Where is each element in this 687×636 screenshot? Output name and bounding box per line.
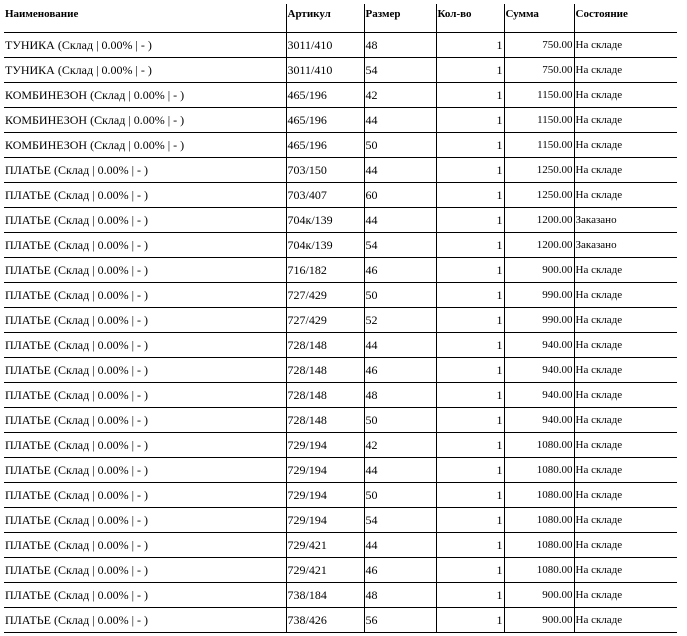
cell-sum: 750.00	[504, 58, 574, 83]
cell-name: ПЛАТЬЕ (Склад | 0.00% | - )	[4, 283, 286, 308]
cell-status: На складе	[574, 183, 677, 208]
cell-quantity: 1	[436, 158, 504, 183]
cell-status: Заказано	[574, 233, 677, 258]
cell-name: КОМБИНЕЗОН (Склад | 0.00% | - )	[4, 133, 286, 158]
cell-article: 727/429	[286, 308, 364, 333]
cell-status: На складе	[574, 33, 677, 58]
cell-size: 54	[364, 233, 436, 258]
cell-article: 704к/139	[286, 233, 364, 258]
cell-size: 54	[364, 508, 436, 533]
cell-quantity: 1	[436, 283, 504, 308]
table-row	[4, 283, 677, 308]
cell-quantity: 1	[436, 558, 504, 583]
table-row	[4, 58, 677, 83]
cell-name: ПЛАТЬЕ (Склад | 0.00% | - )	[4, 558, 286, 583]
cell-quantity: 1	[436, 408, 504, 433]
cell-status: На складе	[574, 283, 677, 308]
table-row	[4, 483, 677, 508]
cell-status: На складе	[574, 158, 677, 183]
cell-quantity: 1	[436, 358, 504, 383]
cell-name: ПЛАТЬЕ (Склад | 0.00% | - )	[4, 433, 286, 458]
cell-size: 46	[364, 258, 436, 283]
table-row	[4, 608, 677, 633]
cell-status: На складе	[574, 358, 677, 383]
cell-quantity: 1	[436, 58, 504, 83]
cell-size: 44	[364, 208, 436, 233]
cell-article: 465/196	[286, 83, 364, 108]
cell-sum: 900.00	[504, 608, 574, 633]
table-row	[4, 108, 677, 133]
cell-article: 738/184	[286, 583, 364, 608]
cell-status: На складе	[574, 508, 677, 533]
header-row	[4, 4, 677, 33]
cell-quantity: 1	[436, 483, 504, 508]
cell-size: 48	[364, 33, 436, 58]
cell-status: На складе	[574, 458, 677, 483]
cell-quantity: 1	[436, 433, 504, 458]
cell-name: ПЛАТЬЕ (Склад | 0.00% | - )	[4, 483, 286, 508]
cell-sum: 1250.00	[504, 158, 574, 183]
cell-sum: 1080.00	[504, 433, 574, 458]
cell-article: 729/194	[286, 508, 364, 533]
table-row	[4, 333, 677, 358]
table-row	[4, 183, 677, 208]
cell-name: ПЛАТЬЕ (Склад | 0.00% | - )	[4, 458, 286, 483]
cell-size: 42	[364, 433, 436, 458]
cell-article: 729/421	[286, 558, 364, 583]
order-items-table	[4, 4, 677, 633]
cell-article: 727/429	[286, 283, 364, 308]
cell-quantity: 1	[436, 608, 504, 633]
cell-name: ПЛАТЬЕ (Склад | 0.00% | - )	[4, 533, 286, 558]
table-row	[4, 433, 677, 458]
cell-quantity: 1	[436, 383, 504, 408]
cell-size: 44	[364, 458, 436, 483]
table-row	[4, 358, 677, 383]
cell-quantity: 1	[436, 533, 504, 558]
cell-article: 729/194	[286, 483, 364, 508]
cell-quantity: 1	[436, 508, 504, 533]
cell-name: ПЛАТЬЕ (Склад | 0.00% | - )	[4, 508, 286, 533]
header-status: Состояние	[574, 4, 677, 33]
cell-status: На складе	[574, 383, 677, 408]
header-article: Артикул	[286, 4, 364, 33]
cell-quantity: 1	[436, 233, 504, 258]
table-row	[4, 258, 677, 283]
cell-status: На складе	[574, 483, 677, 508]
cell-name: ПЛАТЬЕ (Склад | 0.00% | - )	[4, 308, 286, 333]
cell-status: На складе	[574, 258, 677, 283]
header-name: Наименование	[4, 4, 286, 33]
cell-name: ПЛАТЬЕ (Склад | 0.00% | - )	[4, 258, 286, 283]
cell-name: КОМБИНЕЗОН (Склад | 0.00% | - )	[4, 108, 286, 133]
cell-sum: 940.00	[504, 408, 574, 433]
cell-size: 46	[364, 358, 436, 383]
cell-name: ПЛАТЬЕ (Склад | 0.00% | - )	[4, 183, 286, 208]
cell-name: ПЛАТЬЕ (Склад | 0.00% | - )	[4, 583, 286, 608]
cell-status: На складе	[574, 533, 677, 558]
cell-size: 50	[364, 483, 436, 508]
cell-status: На складе	[574, 108, 677, 133]
cell-size: 46	[364, 558, 436, 583]
cell-name: ПЛАТЬЕ (Склад | 0.00% | - )	[4, 383, 286, 408]
cell-name: ТУНИКА (Склад | 0.00% | - )	[4, 58, 286, 83]
cell-article: 465/196	[286, 133, 364, 158]
cell-article: 728/148	[286, 383, 364, 408]
cell-name: ПЛАТЬЕ (Склад | 0.00% | - )	[4, 333, 286, 358]
cell-quantity: 1	[436, 183, 504, 208]
cell-name: ПЛАТЬЕ (Склад | 0.00% | - )	[4, 208, 286, 233]
cell-status: На складе	[574, 333, 677, 358]
cell-sum: 750.00	[504, 33, 574, 58]
cell-status: На складе	[574, 608, 677, 633]
cell-sum: 900.00	[504, 258, 574, 283]
cell-size: 60	[364, 183, 436, 208]
cell-quantity: 1	[436, 583, 504, 608]
cell-article: 3011/410	[286, 58, 364, 83]
cell-status: На складе	[574, 58, 677, 83]
cell-size: 52	[364, 308, 436, 333]
table-row	[4, 508, 677, 533]
table-row	[4, 583, 677, 608]
table-row	[4, 408, 677, 433]
table-row	[4, 158, 677, 183]
cell-name: КОМБИНЕЗОН (Склад | 0.00% | - )	[4, 83, 286, 108]
cell-status: На складе	[574, 433, 677, 458]
cell-sum: 940.00	[504, 333, 574, 358]
cell-size: 44	[364, 108, 436, 133]
table-row	[4, 33, 677, 58]
cell-sum: 1200.00	[504, 208, 574, 233]
cell-article: 728/148	[286, 408, 364, 433]
cell-quantity: 1	[436, 108, 504, 133]
cell-article: 3011/410	[286, 33, 364, 58]
cell-article: 704к/139	[286, 208, 364, 233]
cell-article: 728/148	[286, 333, 364, 358]
table-body	[4, 33, 677, 633]
cell-status: На складе	[574, 308, 677, 333]
cell-size: 50	[364, 408, 436, 433]
cell-name: ПЛАТЬЕ (Склад | 0.00% | - )	[4, 233, 286, 258]
cell-size: 50	[364, 133, 436, 158]
cell-article: 729/194	[286, 433, 364, 458]
header-size: Размер	[364, 4, 436, 33]
table-row	[4, 308, 677, 333]
cell-quantity: 1	[436, 83, 504, 108]
cell-sum: 1080.00	[504, 458, 574, 483]
cell-quantity: 1	[436, 308, 504, 333]
cell-status: На складе	[574, 558, 677, 583]
cell-article: 738/426	[286, 608, 364, 633]
cell-sum: 1200.00	[504, 233, 574, 258]
cell-quantity: 1	[436, 333, 504, 358]
table-row	[4, 233, 677, 258]
header-quantity: Кол-во	[436, 4, 504, 33]
cell-status: На складе	[574, 583, 677, 608]
cell-quantity: 1	[436, 208, 504, 233]
cell-sum: 1150.00	[504, 133, 574, 158]
cell-article: 465/196	[286, 108, 364, 133]
cell-status: Заказано	[574, 208, 677, 233]
header-sum: Сумма	[504, 4, 574, 33]
cell-quantity: 1	[436, 258, 504, 283]
cell-sum: 940.00	[504, 383, 574, 408]
cell-sum: 990.00	[504, 283, 574, 308]
cell-name: ПЛАТЬЕ (Склад | 0.00% | - )	[4, 358, 286, 383]
table-row	[4, 558, 677, 583]
cell-sum: 1080.00	[504, 483, 574, 508]
table-row	[4, 133, 677, 158]
cell-size: 54	[364, 58, 436, 83]
cell-sum: 1150.00	[504, 108, 574, 133]
cell-status: На складе	[574, 408, 677, 433]
table-row	[4, 208, 677, 233]
cell-size: 48	[364, 583, 436, 608]
cell-name: ПЛАТЬЕ (Склад | 0.00% | - )	[4, 608, 286, 633]
cell-size: 44	[364, 333, 436, 358]
table-header	[4, 4, 677, 33]
cell-quantity: 1	[436, 458, 504, 483]
cell-size: 50	[364, 283, 436, 308]
cell-name: ТУНИКА (Склад | 0.00% | - )	[4, 33, 286, 58]
table-row	[4, 383, 677, 408]
cell-status: На складе	[574, 83, 677, 108]
cell-article: 716/182	[286, 258, 364, 283]
cell-sum: 1080.00	[504, 558, 574, 583]
cell-name: ПЛАТЬЕ (Склад | 0.00% | - )	[4, 408, 286, 433]
cell-sum: 1150.00	[504, 83, 574, 108]
cell-size: 48	[364, 383, 436, 408]
cell-quantity: 1	[436, 33, 504, 58]
cell-size: 44	[364, 533, 436, 558]
cell-quantity: 1	[436, 133, 504, 158]
cell-sum: 940.00	[504, 358, 574, 383]
table-row	[4, 533, 677, 558]
cell-article: 703/407	[286, 183, 364, 208]
table-row	[4, 458, 677, 483]
cell-sum: 1080.00	[504, 508, 574, 533]
cell-article: 728/148	[286, 358, 364, 383]
cell-article: 703/150	[286, 158, 364, 183]
table-row	[4, 83, 677, 108]
cell-sum: 1080.00	[504, 533, 574, 558]
cell-status: На складе	[574, 133, 677, 158]
cell-article: 729/421	[286, 533, 364, 558]
cell-name: ПЛАТЬЕ (Склад | 0.00% | - )	[4, 158, 286, 183]
cell-size: 44	[364, 158, 436, 183]
cell-size: 56	[364, 608, 436, 633]
cell-sum: 990.00	[504, 308, 574, 333]
cell-article: 729/194	[286, 458, 364, 483]
cell-size: 42	[364, 83, 436, 108]
cell-sum: 900.00	[504, 583, 574, 608]
cell-sum: 1250.00	[504, 183, 574, 208]
